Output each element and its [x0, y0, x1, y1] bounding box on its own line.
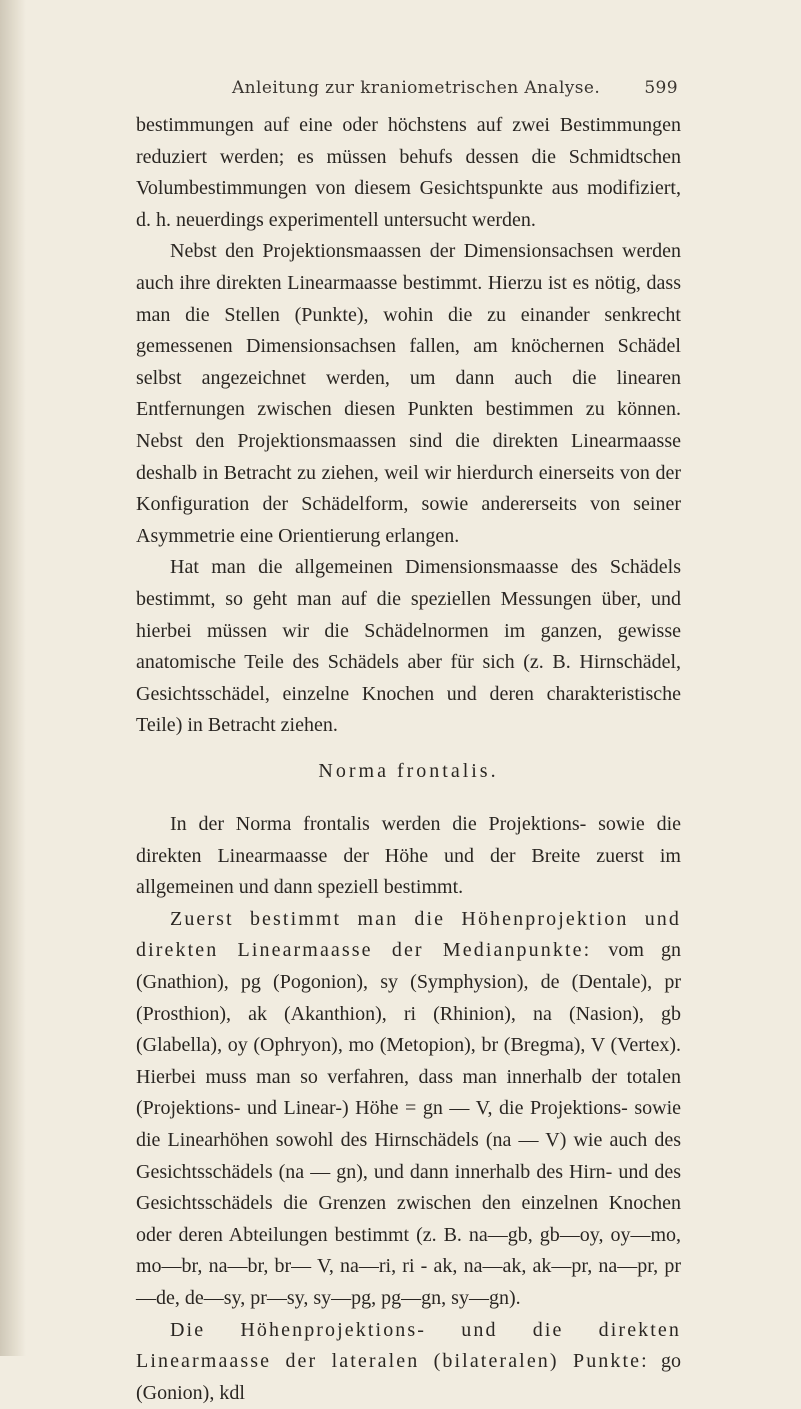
text-block-intro — [136, 110, 681, 742]
spaced-emphasis: Die Höhenprojektions- und die direkten Linearmaasse der lateralen (bilateralen) Punkte: — [136, 1319, 681, 1373]
page-header — [232, 78, 678, 98]
paragraph — [136, 1315, 681, 1409]
section-heading: Norma frontalis. — [136, 760, 681, 783]
paragraph: Nebst den Projektionsmaassen der Dimensionsachsen werden auch ihre direkten Linearmaasse bestimmt. Hierzu ist es nötig, dass man die Stellen (Punkte), wohin die zu einander senkrecht gemessenen Dimensionsachsen fallen, am knöchernen Schädel selbst angezeichnet werden, um dann auch die linearen Entfernungen zwischen diesen Punkten bestimmen zu können. Nebst den Projektionsmaassen sind die direkten Linearmaasse deshalb in Betracht zu ziehen, weil wir hierdurch einerseits von der Konfiguration der Schädelform, sowie andererseits von seiner Asymmetrie eine Orientierung erlangen. — [136, 236, 681, 552]
text-block-norma-frontalis — [136, 809, 681, 1409]
paragraph: In der Norma frontalis werden die Projektions- sowie die direkten Linearmaasse der Höhe und der Breite zuerst im allgemeinen und dann speziell bestimmt. — [136, 809, 681, 904]
paragraph: bestimmungen auf eine oder höchstens auf zwei Bestimmungen reduziert werden; es müssen behufs dessen die Schmidtschen Volumbestimmungen von diesem Gesichtspunkte aus modifiziert, d. h. neuerdings experimentell untersucht werden. — [136, 110, 681, 236]
paragraph-text: vom gn (Gnathion), pg (Pogonion), sy (Symphysion), de (Dentale), pr (Prosthion), ak (Akanthion), ri (Rhinion), na (Nasion), gb (Glabella), oy (Ophryon), mo (Metopion), br (Bregma), V (Vertex). Hierbei muss man so verfahren, dass man innerhalb der totalen (Projektions- und Linear-) Höhe = gn — V, die Projektions- sowie die Linearhöhen sowohl des Hirnschädels (na — V) wie auch des Gesichtsschädels (na — gn), und dann innerhalb des Hirn- und des Gesichtsschädels die Grenzen zwischen den einzelnen Knochen oder deren Abteilungen bestimmt (z. B. na—gb, gb—oy, oy—mo, mo—br, na—br, br— V, na—ri, ri - ak, na—ak, ak—pr, na—pr, pr—de, de—sy, pr—sy, sy—pg, pg—gn, sy—gn). — [136, 939, 681, 1309]
paragraph — [136, 904, 681, 1315]
page-number: 599 — [644, 78, 678, 98]
spaced-emphasis: Zuerst bestimmt man die Höhenprojektion und direkten Linearmaasse der Medianpunkte: — [136, 908, 681, 962]
paragraph-text: go (Gonion), kdl — [136, 1350, 681, 1404]
running-title: Anleitung zur kraniometrischen Analyse. — [232, 78, 600, 98]
paragraph: Hat man die allgemeinen Dimensionsmaasse des Schädels bestimmt, so geht man auf die speziellen Messungen über, und hierbei müssen wir die Schädelnormen im ganzen, gewisse anatomische Teile des Schädels aber für sich (z. B. Hirnschädel, Gesichtsschädel, einzelne Knochen und deren charakteristische Teile) in Betracht ziehen. — [136, 552, 681, 742]
